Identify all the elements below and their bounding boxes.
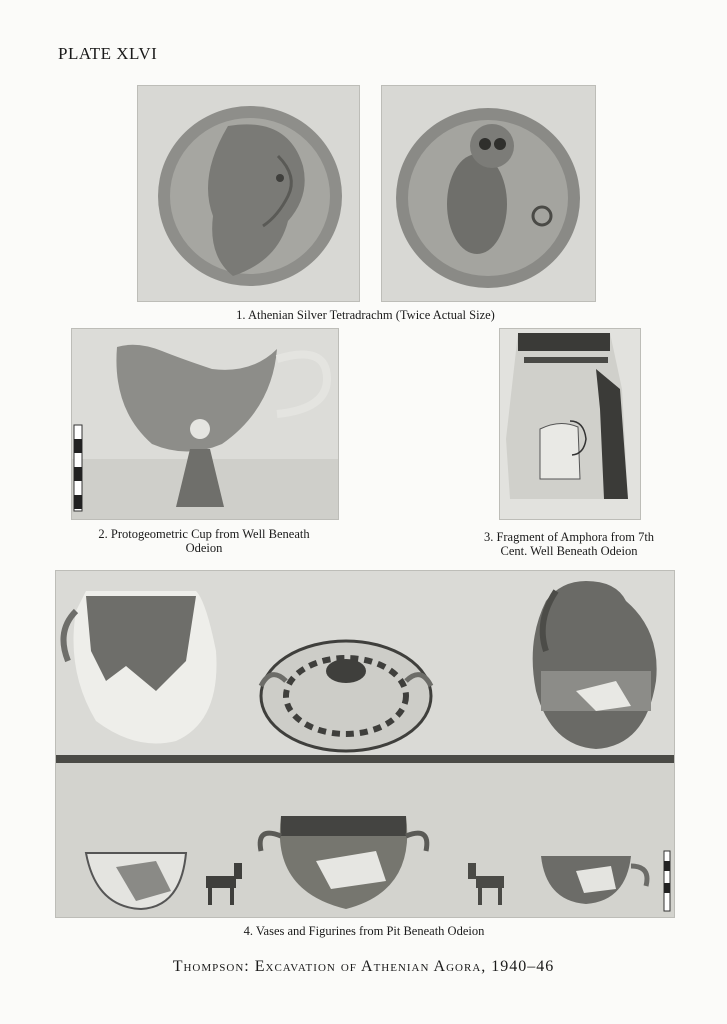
coin-reverse-photo [381, 85, 596, 302]
plate-label: PLATE XLVI [58, 44, 158, 63]
figure-3-caption [460, 530, 678, 558]
figure-3-caption-line1: 3. Fragment of Amphora from 7th [483, 530, 655, 544]
figure-3-caption-line2: Cent. Well Beneath Odeion [500, 544, 638, 558]
vases-figurines-photo [55, 570, 675, 918]
protogeometric-cup-photo [71, 328, 339, 520]
coin-obverse-photo [137, 85, 360, 302]
figure-1-caption: 1. Athenian Silver Tetradrachm (Twice Actual Size) [236, 308, 495, 322]
figure-2-caption-line2: Odeion [185, 541, 223, 555]
amphora-fragment-photo [499, 328, 641, 520]
page-footer: Thompson: Excavation of Athenian Agora, 1940–46 [172, 958, 555, 975]
figure-4-caption: 4. Vases and Figurines from Pit Beneath Odeion [243, 924, 485, 938]
figure-2-caption-line1: 2. Protogeometric Cup from Well Beneath [98, 527, 310, 541]
figure-2-caption [71, 527, 337, 555]
